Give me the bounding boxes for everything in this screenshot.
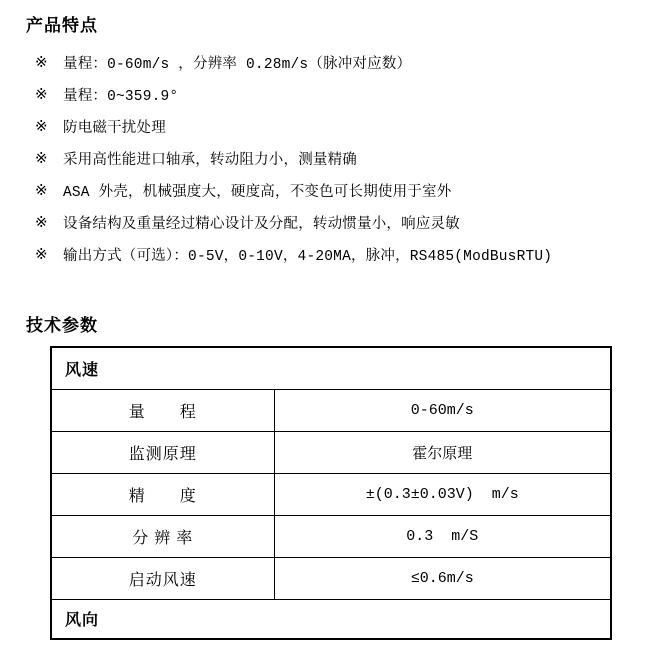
feature-text: 采用高性能进口轴承，转动阻力小，测量精确 [63, 152, 357, 169]
feature-item [35, 174, 635, 206]
spec-label: 分 辨 率 [51, 515, 274, 557]
feature-item [35, 206, 635, 238]
spec-label: 监测原理 [51, 431, 274, 473]
table-section-row [51, 599, 611, 639]
spec-value: 0-60m/s [274, 389, 611, 431]
specs-section-title: 技术参数 [26, 316, 98, 335]
feature-item [35, 238, 635, 270]
spec-label: 精 度 [51, 473, 274, 515]
features-list [35, 46, 635, 270]
spec-label: 启动风速 [51, 557, 274, 599]
reference-mark-bullet: ※ [35, 246, 48, 263]
reference-mark-bullet: ※ [35, 86, 48, 103]
reference-mark-bullet: ※ [35, 54, 48, 71]
spec-value: 霍尔原理 [274, 431, 611, 473]
feature-text: 量程：0-60m/s ，分辨率 0.28m/s（脉冲对应数） [63, 56, 412, 73]
table-section-header-wind-direction: 风向 [51, 599, 611, 639]
table-section-header-wind-speed: 风速 [51, 347, 611, 389]
spec-value: ±(0.3±0.03V) m/s [274, 473, 611, 515]
spec-label: 量 程 [51, 389, 274, 431]
table-row [51, 557, 611, 599]
feature-text: 设备结构及重量经过精心设计及分配，转动惯量小，响应灵敏 [63, 216, 460, 233]
table-row [51, 431, 611, 473]
spec-value: ≤0.6m/s [274, 557, 611, 599]
feature-item [35, 78, 635, 110]
feature-text: 量程：0~359.9° [63, 88, 179, 105]
specs-table [50, 346, 612, 640]
reference-mark-bullet: ※ [35, 150, 48, 167]
feature-item [35, 142, 635, 174]
feature-text: 输出方式（可选）：0-5V，0-10V，4-20MA，脉冲，RS485(ModBusRTU) [63, 248, 553, 265]
feature-item [35, 46, 635, 78]
reference-mark-bullet: ※ [35, 214, 48, 231]
table-row [51, 473, 611, 515]
table-row [51, 389, 611, 431]
reference-mark-bullet: ※ [35, 118, 48, 135]
feature-text: 防电磁干扰处理 [63, 120, 166, 137]
feature-text: ASA 外壳，机械强度大，硬度高，不变色可长期使用于室外 [63, 184, 452, 201]
spec-value: 0.3 m/S [274, 515, 611, 557]
table-row [51, 515, 611, 557]
reference-mark-bullet: ※ [35, 182, 48, 199]
features-section-title: 产品特点 [26, 16, 98, 35]
table-section-row [51, 347, 611, 389]
feature-item [35, 110, 635, 142]
